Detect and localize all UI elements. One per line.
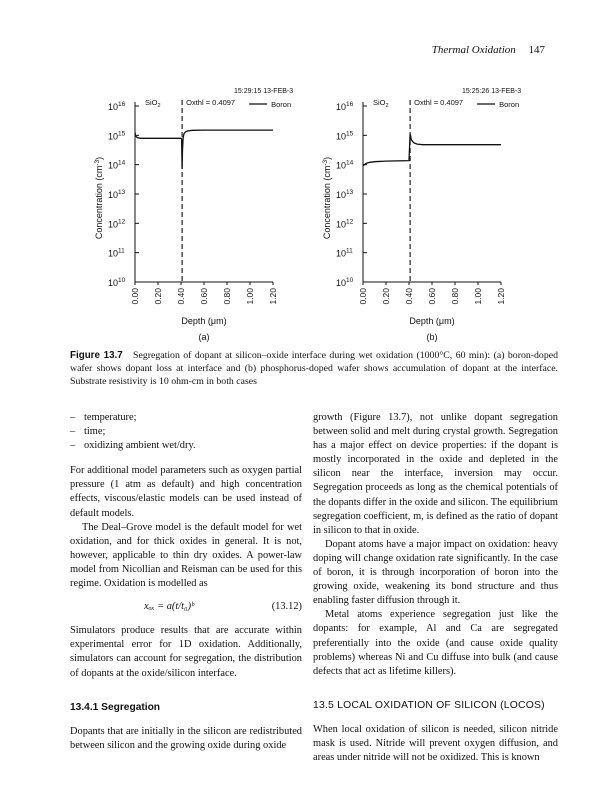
paragraph: Simulators produce results that are accurate within experimental error for 1D oxidation. Additionally, simulators can account for segregation, the distribution of dopants at the oxide/silicon interface. — [70, 625, 302, 679]
figure-caption — [70, 349, 558, 389]
list-item — [70, 425, 302, 439]
chart-panel-b — [322, 88, 521, 342]
caption-label: Figure 13.7 — [70, 350, 123, 361]
left-column — [70, 411, 302, 753]
timestamp: 15:29:15 13-FEB-3 — [234, 88, 294, 95]
x-tick-label: 1.00 — [473, 288, 483, 305]
section-heading: 13.4.1 Segregation — [70, 701, 161, 713]
x-tick-label: 0.20 — [153, 288, 163, 305]
y-tick-label: $10^{13}$ — [108, 189, 126, 200]
running-head-title: Thermal Oxidation — [431, 44, 516, 56]
x-tick-label: 0.80 — [450, 288, 460, 305]
y-tick-label: $10^{11}$ — [108, 247, 125, 259]
x-tick-label: 0.20 — [381, 288, 391, 305]
equation-number: (13.12) — [271, 601, 302, 613]
legend-label: Boron — [271, 100, 292, 109]
series-line-boron — [363, 134, 501, 166]
bullet-text: time; — [84, 426, 106, 438]
panel-label: (b) — [426, 332, 438, 342]
right-column — [313, 411, 558, 765]
paragraph: Metal atoms experience segregation just like the dopants: for example, Al and Ca are segregated preferentially into the oxide (and cause oxide quality problems) whereas Ni and Cu diffuse into bulk (and cause defects that act as lifetime killers). — [313, 609, 558, 677]
x-tick-label: 0.80 — [222, 288, 232, 305]
paragraph: The Deal–Grove model is the default model for wet oxidation, and for thick oxides in general. It is not, however, applicable to thin dry oxides. A power-law model from Nicollian and Reisman can be used for this regime. Oxidation is modelled as — [70, 521, 302, 590]
paragraph: Dopant atoms have a major impact on oxidation: heavy doping will change oxidation rate significantly. In the case of boron, it is through incorporation of boron into the growing oxide, weakening its bond structure and thus enabling faster diffusion through it. — [313, 538, 558, 607]
x-tick-label: 1.20 — [496, 288, 506, 305]
x-tick-label: 0.60 — [427, 288, 437, 305]
panel-label: (a) — [198, 332, 210, 342]
x-tick-label: 0.40 — [176, 288, 186, 305]
interface-label: Oxthl = 0.4097 — [186, 98, 236, 107]
paragraph: growth (Figure 13.7), not unlike dopant segregation between solid and melt during crystal growth. Segregation has a major effect on device properties: if the dopant is mostly incorporated in the oxide and depleted in the silicon near the interface, inversion may occur. Segregation proceeds as long as the chemical potentials of the dopants differ in the oxide and silicon. The equilibrium segregation coefficient, m, is defined as the ratio of dopant in silicon to that in oxide. — [313, 412, 558, 536]
y-tick-label: $10^{12}$ — [108, 218, 126, 230]
y-tick-label: $10^{16}$ — [336, 101, 354, 112]
x-axis-title: Depth (μm) — [409, 316, 455, 326]
x-tick-label: 0.60 — [199, 288, 209, 305]
region-label: SiO$_2$ — [145, 98, 161, 109]
region-label: SiO$_2$ — [373, 98, 389, 109]
bullet-mark: – — [70, 412, 76, 423]
y-tick-label: $10^{14}$ — [336, 159, 354, 171]
x-tick-label: 0.40 — [404, 288, 414, 305]
x-tick-label: 1.20 — [268, 288, 278, 305]
legend-label: Boron — [499, 100, 520, 109]
list-item — [70, 439, 302, 453]
section-heading: 13.5 LOCAL OXIDATION OF SILICON (LOCOS) — [313, 699, 545, 711]
y-axis-title: Concentration $(cm^{-3})$ — [94, 156, 104, 240]
y-tick-label: $10^{15}$ — [336, 130, 354, 142]
paragraph: For additional model parameters such as oxygen partial pressure (1 atm as default) and high concentration effects, viscous/elastic models can be used instead of default models. — [70, 465, 302, 519]
y-axis-title: Concentration $(cm^{-3})$ — [322, 156, 332, 240]
figure-13-7 — [0, 0, 615, 345]
timestamp: 15:25:26 13-FEB-3 — [462, 88, 522, 95]
bullet-mark: – — [70, 440, 76, 452]
interface-label: Oxthl = 0.4097 — [414, 98, 464, 107]
y-tick-label: $10^{13}$ — [336, 189, 354, 200]
bullet-text: temperature; — [84, 412, 137, 423]
x-tick-label: 0.00 — [358, 288, 368, 305]
caption-text: Segregation of dopant at silicon–oxide interface during wet oxidation (1000°C, 60 min): (a) boron-doped wafer shows dopant loss at interface and (b) phosphorus-doped wafer shows accumulation of dopant at the interface. Substrate resistivity is 10 ohm-cm in both cases — [70, 350, 558, 388]
chart-panel-a — [94, 88, 293, 342]
x-tick-label: 0.00 — [130, 288, 140, 305]
y-tick-label: $10^{15}$ — [108, 130, 126, 142]
list-item — [70, 411, 302, 425]
y-tick-label: $10^{14}$ — [108, 159, 126, 171]
equation-body: xₒₓ = a(t/t₀)ᵇ — [144, 601, 194, 613]
equation — [70, 600, 302, 614]
y-tick-label: $10^{10}$ — [336, 277, 354, 288]
page-number: 147 — [528, 44, 545, 56]
x-axis-title: Depth (μm) — [181, 316, 227, 326]
bullet-mark: – — [70, 426, 76, 438]
series-line-boron — [135, 130, 273, 169]
x-tick-label: 1.00 — [245, 288, 255, 305]
y-tick-label: $10^{10}$ — [108, 277, 126, 288]
bullet-text: oxidizing ambient wet/dry. — [84, 440, 196, 452]
paragraph: When local oxidation of silicon is needed, silicon nitride mask is used. Nitride will prevent oxygen diffusion, and areas under nitride will not be oxidized. This is known — [313, 723, 558, 764]
paragraph: Dopants that are initially in the silicon are redistributed between silicon and the growing oxide during oxide — [70, 725, 302, 751]
y-tick-label: $10^{11}$ — [336, 247, 353, 259]
y-tick-label: $10^{12}$ — [336, 218, 354, 230]
y-tick-label: $10^{16}$ — [108, 101, 126, 112]
